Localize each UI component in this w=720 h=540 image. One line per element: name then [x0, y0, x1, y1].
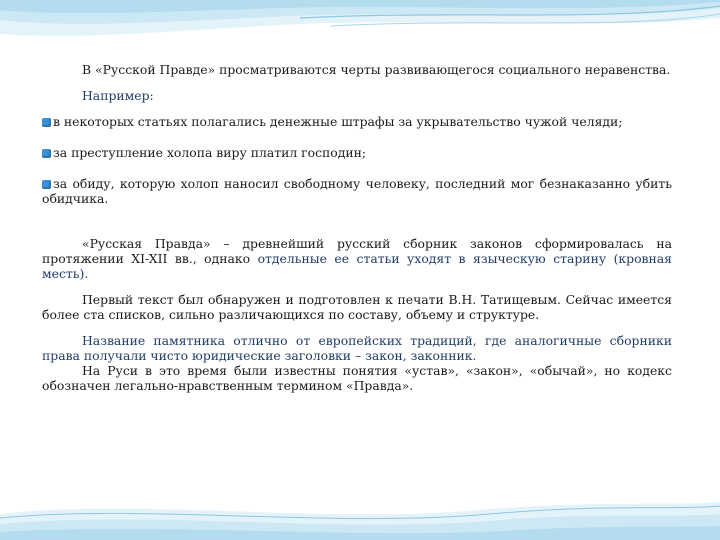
- bullet-item: в некоторых статьях полагались денежные штрафы за укрывательство чужой челяди;: [42, 114, 672, 129]
- pravda-term-paragraph: На Руси в это время были известны понятия «устав», «закон», «обычай», но кодекс обозначен легально-нравственным термином «Правда».: [42, 363, 672, 393]
- bullet-item: за преступление холопа виру платил господин;: [42, 145, 672, 160]
- title-origin-paragraph: Название памятника отлично от европейских традиций, где аналогичные сборники права получали чисто юридические заголовки – закон, законник.: [42, 333, 672, 363]
- russkaya-pravda-paragraph: «Русская Правда» – древнейший русский сборник законов сформировалась на протяжении XI-XII вв., однако отдельные ее статьи уходят в языческую старину (кровная месть).: [42, 236, 672, 281]
- top-wave-decoration: [0, 0, 720, 70]
- example-label: Например:: [82, 88, 154, 103]
- first-text-paragraph: Первый текст был обнаружен и подготовлен к печати В.Н. Татищевым. Сейчас имеется более ста списков, сильно различающихся по составу, объему и структуре.: [42, 292, 672, 322]
- bottom-wave-decoration: [0, 480, 720, 540]
- highlighted-text: отдельные ее статьи уходят в языческую старину (кровная месть).: [42, 251, 672, 281]
- slide-text-body: [42, 62, 672, 393]
- square-bullet-icon: [42, 180, 51, 189]
- square-bullet-icon: [42, 149, 51, 158]
- bullet-item: за обиду, которую холоп наносил свободному человеку, последний мог безнаказанно убить обидчика.: [42, 176, 672, 206]
- intro-paragraph: В «Русской Правде» просматриваются черты развивающегося социального неравенства.: [82, 62, 671, 77]
- square-bullet-icon: [42, 118, 51, 127]
